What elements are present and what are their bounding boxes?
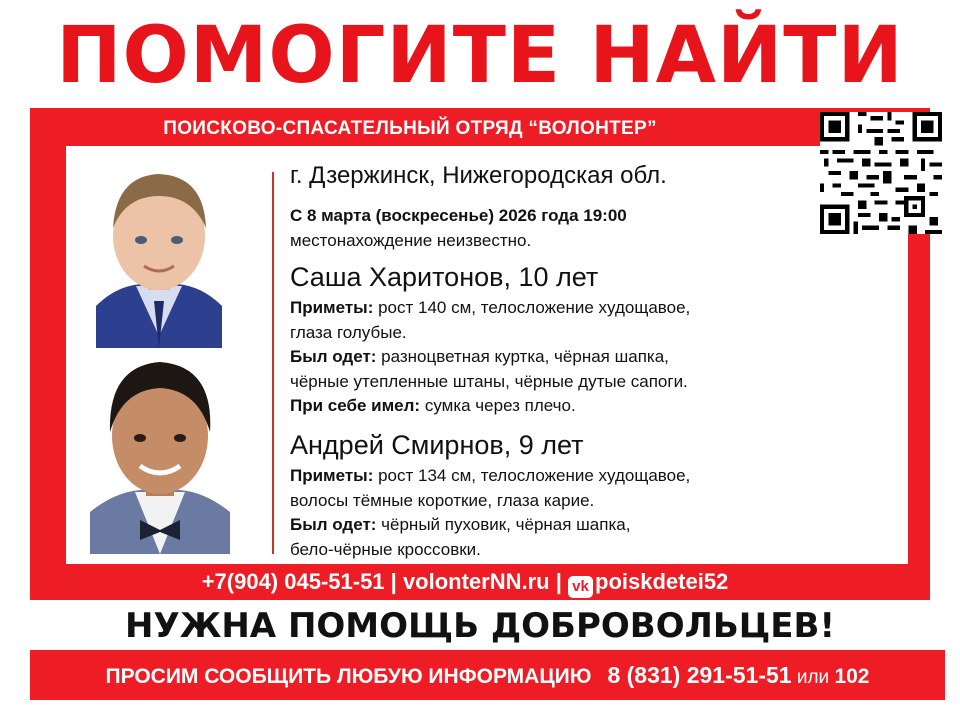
person-name: Саша Харитонов, 10 лет [290,262,599,292]
signs-text: рост 134 см, телосложение худощавое, [373,466,691,485]
signs-text: рост 140 см, телосложение худощавое, [373,298,691,317]
clothes-text: разноцветная куртка, чёрная шапка, [376,347,669,366]
photo-andrey-smirnov [90,352,230,554]
clothes-label: Был одет: [290,347,377,366]
carried-label: При себе имел: [290,396,421,415]
photo-sasha-kharitonov [96,166,222,348]
missing-since-date: С 8 марта (воскресенье) 2026 года 19:00 [290,206,627,225]
signs-text-cont: волосы тёмные короткие, глаза карие. [290,490,595,510]
location-city: г. Дзержинск, Нижегородская обл. [290,162,667,189]
footer-bar [30,650,945,700]
footer-phone[interactable]: 8 (831) 291-51-51 [607,662,792,688]
person-description [290,296,690,419]
contacts-bar [30,566,900,598]
contact-phone[interactable]: +7(904) 045-51-51 [201,569,385,594]
footer-emergency-number[interactable]: 102 [834,665,870,688]
contact-site-link[interactable]: volonterNN.ru [402,569,550,594]
vertical-divider [272,172,274,554]
signs-text-cont: глаза голубые. [290,322,407,342]
person-description [290,464,690,562]
footer-or: или [791,667,835,688]
footer-text [30,650,945,703]
signs-label: Приметы: [290,298,374,317]
headline: ПОМОГИТЕ НАЙТИ [56,11,904,101]
separator: | [384,569,403,594]
organization-name: ПОИСКОВО-СПАСАТЕЛЬНЫЙ ОТРЯД “ВОЛОНТЕР” [163,118,657,139]
footer-ask: ПРОСИМ СООБЩИТЬ ЛЮБУЮ ИНФОРМАЦИЮ [105,665,592,688]
person-name: Андрей Смирнов, 9 лет [290,430,584,460]
clothes-label: Был одет: [290,515,377,534]
carried-text: сумка через плечо. [420,396,576,415]
qr-code[interactable] [820,112,942,234]
separator: | [549,569,569,594]
contact-vk-link[interactable]: poiskdetei52 [595,569,729,594]
volunteers-call: НУЖНА ПОМОЩЬ ДОБРОВОЛЬЦЕВ! [125,606,835,646]
missing-status: местонахождение неизвестно. [290,231,532,250]
clothes-text-cont: бело-чёрные кроссовки. [290,539,481,559]
vk-logo-icon: vk [568,576,593,598]
clothes-text: чёрный пуховик, чёрная шапка, [376,515,631,534]
clothes-text-cont: чёрные утепленные штаны, чёрные дутые сапоги. [290,371,688,391]
signs-label: Приметы: [290,466,374,485]
